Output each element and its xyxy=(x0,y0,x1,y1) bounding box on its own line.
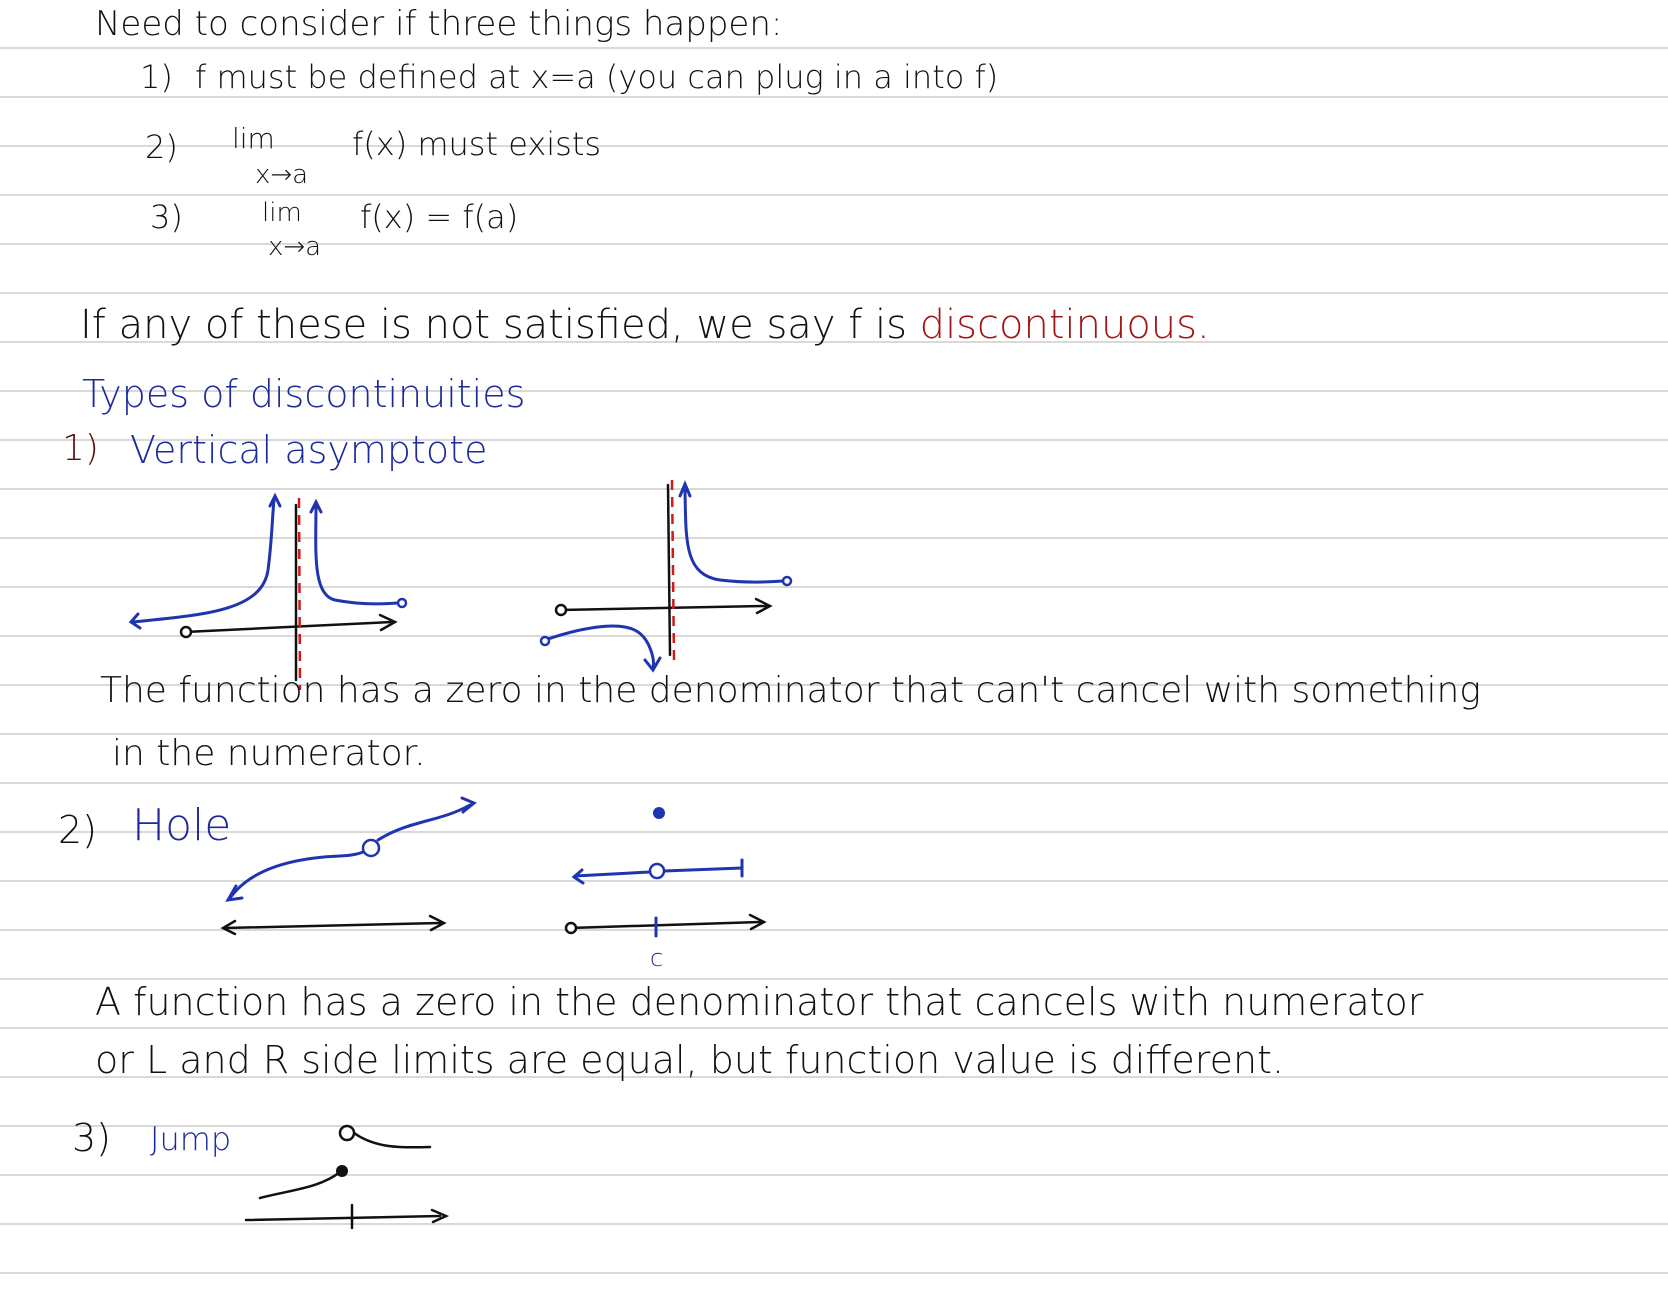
condition-3-number: 3) xyxy=(150,198,183,236)
graph1-x-axis xyxy=(185,622,392,632)
asymptote-graph-1 xyxy=(131,496,406,690)
graph2-y-axis xyxy=(668,485,670,655)
jump-upper-branch xyxy=(354,1133,430,1147)
condition-3-lim: lim xyxy=(262,198,302,228)
condition-2-lim: lim xyxy=(232,122,275,155)
discontinuous-term: discontinuous. xyxy=(919,302,1210,348)
graph1-axis-left-end xyxy=(181,627,191,637)
hole-graph-1 xyxy=(223,798,474,934)
asymptote-graph-2 xyxy=(541,480,791,670)
hole1-x-axis xyxy=(225,923,440,928)
hole1-curve-right xyxy=(378,805,470,840)
jump-x-axis xyxy=(246,1216,440,1220)
condition-3-text: f(x) = f(a) xyxy=(360,198,519,236)
vertical-asymptote-description-1: The function has a zero in the denominator that can't cancel with something xyxy=(100,670,1481,711)
hole-c-label: c xyxy=(650,944,664,972)
conditions-intro: Need to consider if three things happen: xyxy=(95,4,783,44)
condition-2-subscript: x→a xyxy=(255,160,309,190)
vertical-asymptote-description-2: in the numerator. xyxy=(112,733,426,774)
hole-description-1: A function has a zero in the denominator that cancels with numerator xyxy=(95,980,1424,1024)
graph2-x-axis xyxy=(560,606,766,610)
hole2-open-circle xyxy=(650,864,664,878)
condition-1-number: 1) xyxy=(140,58,173,96)
graph2-left-branch xyxy=(545,626,653,668)
condition-2-text: f(x) must exists xyxy=(352,125,602,163)
graph1-asymptote xyxy=(299,498,300,690)
type-1-number: 1) xyxy=(62,428,99,469)
graph2-asymptote xyxy=(672,480,674,660)
hole-graph-2 xyxy=(566,807,764,936)
hole1-open-circle xyxy=(363,840,379,856)
condition-1-text: f must be defined at x=a (you can plug in a into f) xyxy=(195,58,999,96)
hole2-axis-left-end xyxy=(566,923,576,933)
hole-description-2: or L and R side limits are equal, but function value is different. xyxy=(95,1038,1285,1082)
hole2-filled-point xyxy=(653,807,665,819)
jump-open-point xyxy=(340,1126,354,1140)
graph1-right-end xyxy=(398,599,406,607)
types-heading: Types of discontinuities xyxy=(82,372,526,416)
jump-graph xyxy=(246,1126,446,1228)
jump-label: Jump xyxy=(150,1120,232,1158)
summary-text: If any of these is not satisfied, we say f is xyxy=(80,302,907,348)
graph2-right-branch xyxy=(685,490,783,582)
hole1-curve-left xyxy=(230,846,372,898)
graph2-left-end xyxy=(541,637,549,645)
condition-2-number: 2) xyxy=(145,128,178,166)
vertical-asymptote-label: Vertical asymptote xyxy=(130,428,488,472)
graph1-right-branch xyxy=(316,505,398,604)
type-3-number: 3) xyxy=(72,1116,112,1160)
graph2-axis-left-end xyxy=(556,605,566,615)
hole2-x-axis xyxy=(570,922,760,928)
jump-closed-point xyxy=(336,1165,348,1177)
graph1-left-branch xyxy=(133,500,274,622)
graph2-right-end xyxy=(783,577,791,585)
jump-lower-branch xyxy=(260,1172,340,1198)
hole-label: Hole xyxy=(132,800,232,851)
condition-3-subscript: x→a xyxy=(268,232,322,262)
type-2-number: 2) xyxy=(58,808,98,852)
